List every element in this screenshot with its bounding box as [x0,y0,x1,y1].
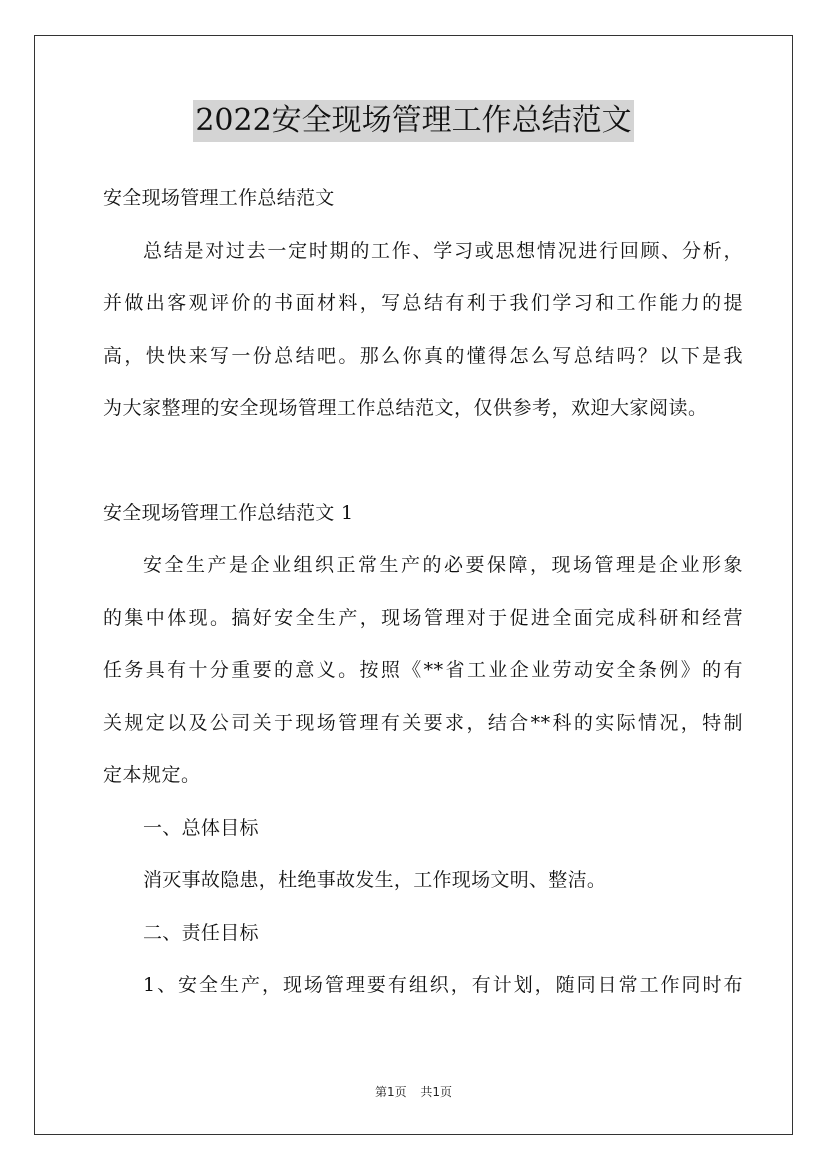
intro-line-1: 总结是对过去一定时期的工作、学习或思想情况进行回顾、分析， [143,239,743,262]
intro-heading: 安全现场管理工作总结范文 [103,187,335,209]
document-title: 2022安全现场管理工作总结范文 [193,100,633,142]
page-footer [0,1084,827,1100]
intro-line-2: 并做出客观评价的书面材料，写总结有利于我们学习和工作能力的提 [103,292,743,314]
paragraph-gap [103,435,743,487]
page-number: 第1页 [374,1085,407,1099]
intro-line-3: 高，快快来写一份总结吧。那么你真的懂得怎么写总结吗？以下是我 [103,344,743,367]
page-total: 共1页 [420,1085,453,1099]
section1-line-2: 的集中体现。搞好安全生产，现场管理对于促进全面完成科研和经营 [103,606,743,629]
title-area [0,100,827,142]
section1-line-3: 任务具有十分重要的意义。按照《**省工业企业劳动安全条例》的有 [103,659,743,681]
intro-line-4: 为大家整理的安全现场管理工作总结范文，仅供参考，欢迎大家阅读。 [103,397,708,419]
section1-heading: 安全现场管理工作总结范文 1 [103,501,354,524]
section1-line-5: 定本规定。 [103,764,201,786]
item1-text: 1、安全生产，现场管理要有组织，有计划，随同日常工作同时布 [143,974,743,996]
goal-overall-heading: 一、总体目标 [143,816,259,839]
goal-overall-text: 消灭事故隐患，杜绝事故发生，工作现场文明、整洁。 [143,869,607,891]
goal-responsibility-heading: 二、责任目标 [143,921,259,944]
section1-line-1: 安全生产是企业组织正常生产的必要保障，现场管理是企业形象 [143,554,743,576]
section1-line-4: 关规定以及公司关于现场管理有关要求，结合**科的实际情况，特制 [103,711,743,734]
document-body [103,172,743,1012]
